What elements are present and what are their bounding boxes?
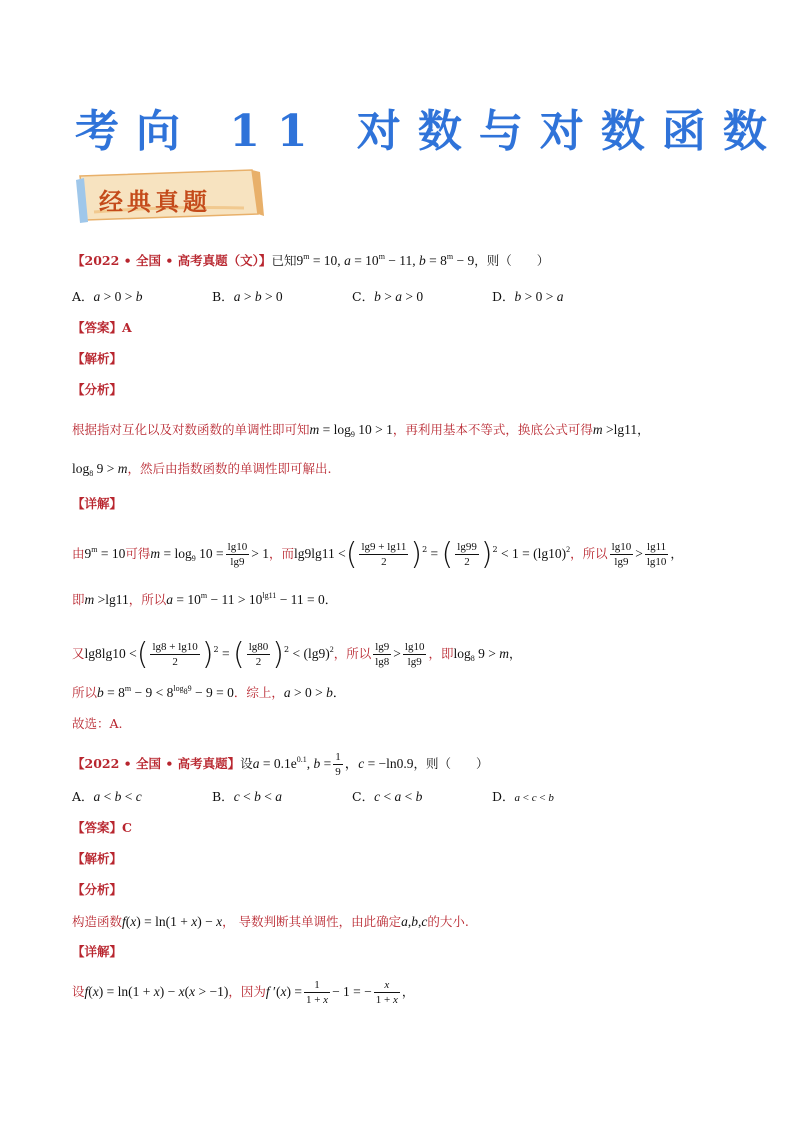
q1-detail-line2: 即m >lg11，所以$a = 10^m - 11 > 10^{lg11} - 11 = 0$．: [72, 591, 338, 607]
q2-xiangjie-heading: 【详解】: [72, 944, 123, 959]
q2-fenxi-text: 构造函数f(x) = ln(1 + x) − x， 导数判断其单调性，由此确定a,b,c的大小.: [72, 914, 469, 929]
q2-stem: 【2022 • 全国 • 高考真题】设$a = 0.1e^{0.1}$, b = $\frac{1}{9}$ ，c = −ln0.9，则（ ）: [72, 751, 489, 778]
q1-detail-line4: 所以$b = 8^m - 9 < 8^{log_89} - 9 = 0$．综上，a > 0 > b．: [72, 684, 346, 700]
q2-detail-line1: 设f(x) = ln(1 + x) − x(x > −1)，因为f ′(x) = $\frac{1}{1 + x}$ − 1 = − $\frac{x}{1 + x}$ ，: [72, 979, 415, 1006]
q2-option-d[interactable]: D．a < c < b: [492, 789, 554, 804]
q2-answer: 【答案】C: [72, 820, 132, 835]
q1-conclusion: 故选：A.: [72, 716, 123, 731]
page-title: 考向 11 对数与对数函数: [75, 106, 784, 157]
q1-fenxi-line1: 根据指对互化以及对数函数的单调性即可知$m = \log_9 10 > 1$，再利用基本不等式，换底公式可得m >lg11，: [72, 422, 650, 439]
q2-source: 【2022 • 全国 • 高考真题】: [72, 756, 241, 771]
q2-jiexi-heading: 【解析】: [72, 851, 123, 866]
q1-option-c[interactable]: C．b > a > 0: [352, 289, 424, 304]
q1-fenxi-heading: 【分析】: [72, 382, 123, 397]
section-banner: [74, 168, 264, 224]
banner-label: 经典真题: [99, 187, 211, 216]
q1-xiangjie-heading: 【详解】: [72, 496, 123, 511]
q1-options: [72, 288, 734, 306]
q2-option-c[interactable]: C．c < a < b: [352, 789, 423, 804]
q1-stem: 【2022 • 全国 • 高考真题（文）】已知$9^m = 10$, $a = 10^m - 11$, $b = 8^m - 9$，则（ ）: [72, 252, 550, 268]
q2-option-b[interactable]: B．c < b < a: [212, 789, 282, 804]
q1-source: 【2022 • 全国 • 高考真题（文）】: [72, 253, 272, 268]
q1-option-a[interactable]: A．a > 0 > b: [72, 289, 143, 304]
q1-detail-line3: 又lg8lg10 <( $\frac{\lg 8 + \lg 10}{2}$ )$^2$ = ( $\frac{\lg 80}{2}$ )$^2 < (\lg 9)^2$，所以 $\frac{\lg 9}{\lg 8}$ > $\frac{\lg 10}{\lg 9}$ ，即$\log_8 9 > m$，: [72, 637, 522, 672]
q1-option-b[interactable]: B．a > b > 0: [212, 289, 283, 304]
q2-fenxi-heading: 【分析】: [72, 882, 123, 897]
q2-options: [72, 788, 734, 806]
q1-detail-line1: 由$9^m = 10$可得$m = \log_9 10$ = $\frac{\lg 10}{\lg 9}$ > 1，而lg9lg11 <( $\frac{\lg 9 + \lg 11}{2}$ )$^2$ = ( $\frac{\lg 99}{2}$ )$^2 < 1 = (\lg 10)^2$，所以 $\frac{\lg 10}{\lg 9}$ > $\frac{\lg 11}{\lg 10}$ ，: [72, 537, 683, 572]
q1-answer: 【答案】A: [72, 320, 132, 335]
q2-option-a[interactable]: A．a < b < c: [72, 789, 142, 804]
q1-option-d[interactable]: D．b > 0 > a: [492, 289, 564, 304]
q1-fenxi-line2: $\log_8 9 > m$，然后由指数函数的单调性即可解出.: [72, 461, 332, 478]
q1-jiexi-heading: 【解析】: [72, 351, 123, 366]
